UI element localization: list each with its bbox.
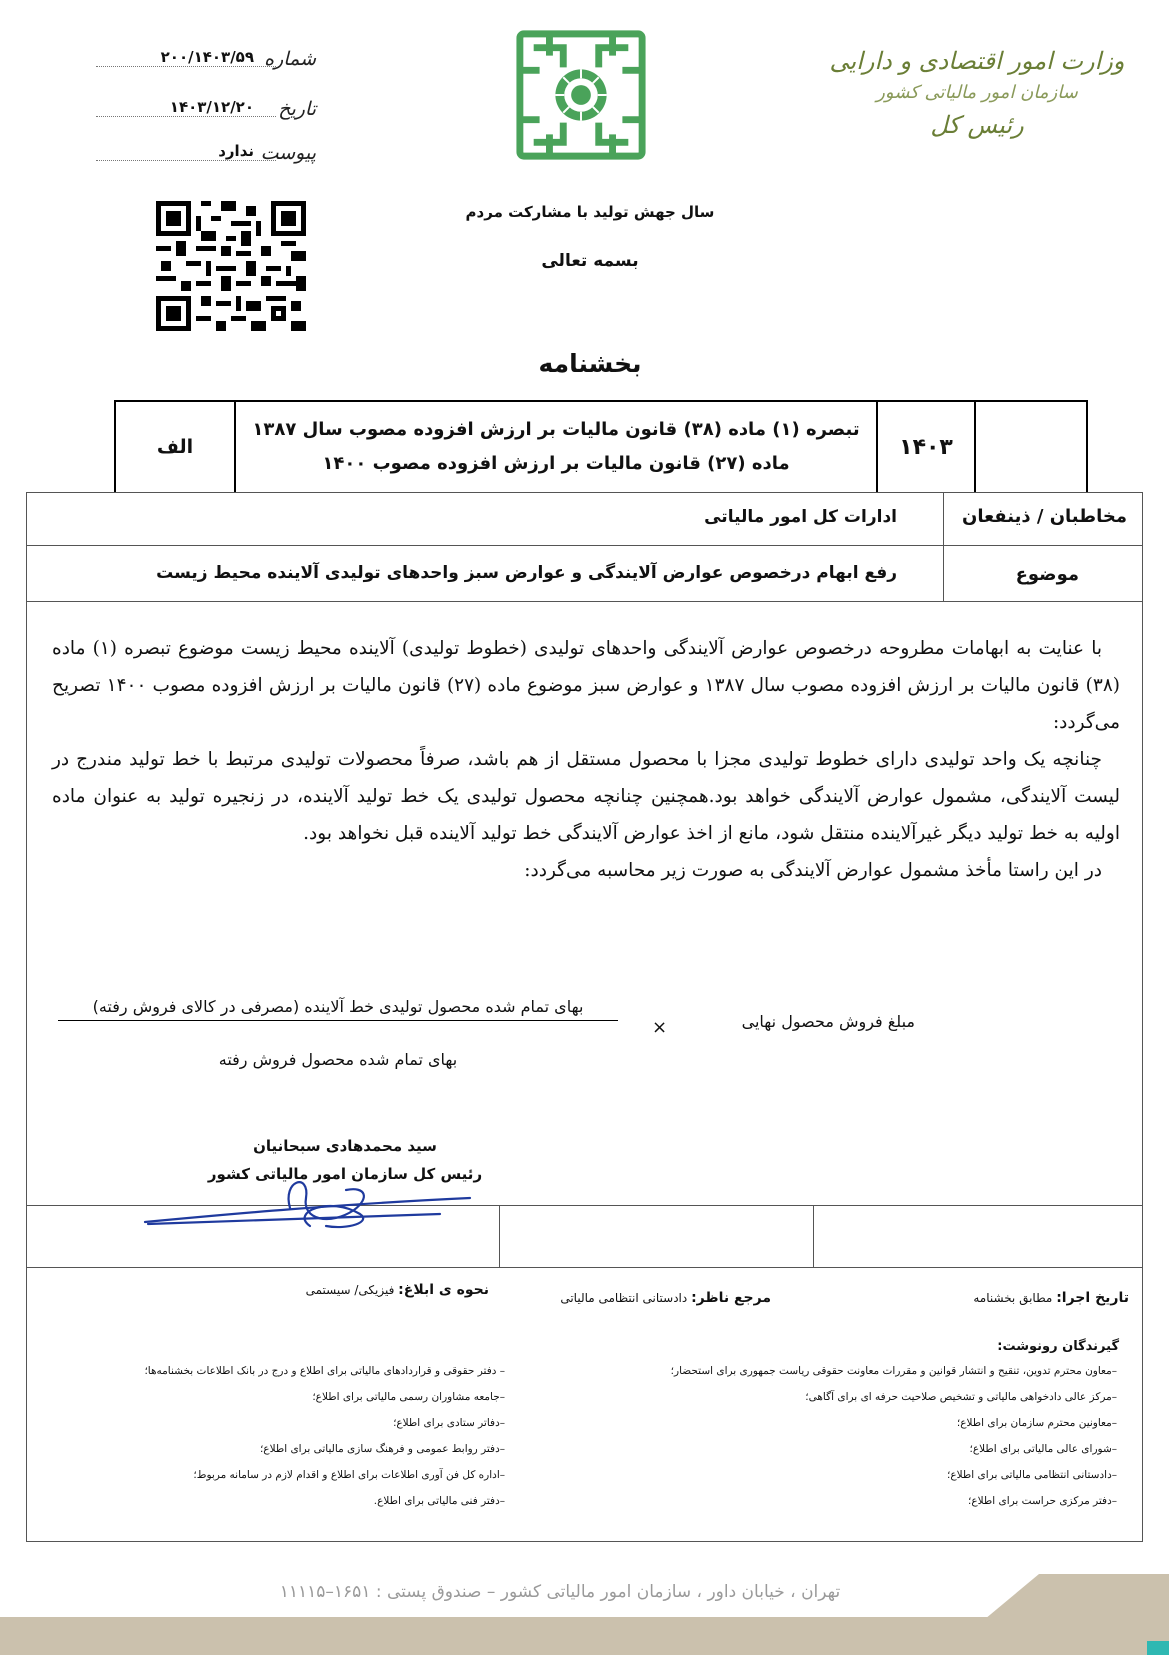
list-item: –دادستانی انتظامی مالیاتی برای اطلاع؛	[947, 1469, 1117, 1481]
date-value: ۱۴۰۳/۱۲/۲۰	[96, 98, 276, 117]
subject-label: موضوع	[1015, 564, 1079, 585]
list-item: –دفتر فنی مالیاتی برای اطلاع.	[373, 1495, 505, 1507]
body-paragraph-2: چنانچه یک واحد تولیدی دارای خطوط تولیدی مجزا با محصول مستقل از هم باشد، صرفاً محصولات تولیدی مرتبط با خط تولید مندرج در لیست آلایندگی، مشمول عوارض آلایندگی خواهد بود.همچنین چنانچه محصول تولیدی یک خط تولید آلاینده، در زنجیره تولید به عنوان ماده اولیه به خط تولید دیگر غیرآلاینده منتقل شود، مانع از اخذ عوارض آلایندگی خط تولید آلاینده قبل نخواهد بود.	[52, 749, 1120, 844]
cc-list-left	[35, 1358, 505, 1514]
divider	[27, 1267, 1142, 1268]
reference-line-1: تبصره (۱) ماده (۳۸) قانون مالیات بر ارزش افزوده مصوب سال ۱۳۸۷	[252, 419, 860, 440]
list-item: –مرکز عالی دادخواهی مالیاتی و تشخیص صلاحیت حرفه ای برای آگاهی؛	[805, 1391, 1117, 1403]
signer-title: رئیس کل سازمان امور مالیاتی کشور	[207, 1165, 483, 1183]
addressees-label: مخاطبان / ذینفعان	[962, 506, 1127, 527]
execution-date	[973, 1290, 1129, 1306]
cc-list-right	[557, 1358, 1117, 1514]
list-item: –اداره کل فن آوری اطلاعات برای اطلاع و اقدام لازم در سامانه مربوط؛	[193, 1469, 505, 1481]
document-type-title: بخشنامه	[538, 349, 642, 378]
supervising-authority-value: دادستانی انتظامی مالیاتی	[560, 1291, 688, 1305]
classification-table	[114, 400, 1088, 492]
divider	[499, 1205, 500, 1267]
classification-letter: الف	[156, 436, 194, 458]
execution-date-value: مطابق بخشنامه	[973, 1291, 1053, 1305]
classification-references	[234, 402, 876, 492]
supervising-authority-label: مرجع ناظر:	[691, 1290, 771, 1306]
attachment-label: پیوست	[260, 142, 316, 164]
number-value: ۲۰۰/۱۴۰۳/۵۹	[96, 48, 276, 67]
list-item: –دفتر روابط عمومی و فرهنگ سازی مالیاتی برای اطلاع؛	[259, 1443, 505, 1455]
list-item: –شورای عالی مالیاتی برای اطلاع؛	[969, 1443, 1117, 1455]
cc-title: گیرندگان رونوشت:	[997, 1339, 1119, 1354]
year-slogan: سال جهش تولید با مشارکت مردم	[465, 203, 715, 221]
signer-name: سید محمدهادی سبحانیان	[253, 1137, 437, 1155]
list-item: –دفتر مرکزی حراست برای اطلاع؛	[968, 1495, 1117, 1507]
divider	[813, 1205, 814, 1267]
formula-final-sale: مبلغ فروش محصول نهایی	[741, 1012, 915, 1031]
qr-code	[156, 201, 306, 331]
body-paragraph-1: با عنایت به ابهامات مطروحه درخصوص عوارض آلایندگی واحدهای تولیدی (خطوط تولیدی) آلاینده محیط زیست موضوع تبصره (۱) ماده (۳۸) قانون مالیات بر ارزش افزوده مصوب سال ۱۳۸۷ و عوارض سبز موضوع ماده (۲۷) قانون مالیات بر ارزش افزوده مصوب ۱۴۰۰ تصریح می‌گردد:	[52, 638, 1120, 733]
number-label: شماره	[264, 48, 316, 70]
multiply-sign: ×	[652, 1017, 668, 1038]
list-item: –معاونین محترم سازمان برای اطلاع؛	[956, 1417, 1117, 1429]
letter-number-row	[96, 48, 316, 78]
signature-image	[140, 1168, 490, 1232]
reference-line-2: ماده (۲۷) قانون مالیات بر ارزش افزوده مصوب ۱۴۰۰	[322, 453, 790, 474]
divider	[943, 493, 944, 601]
formula-denominator: بهای تمام شده محصول فروش رفته	[218, 1050, 458, 1069]
footer-address: تهران ، خیابان داور ، سازمان امور مالیاتی کشور – صندوق پستی : ۱۶۵۱–۱۱۱۱۵	[279, 1582, 841, 1602]
classification-year: ۱۴۰۳	[876, 402, 974, 492]
list-item: – دفتر حقوقی و قراردادهای مالیاتی برای اطلاع و درج در بانک اطلاعات بخشنامه‌ها؛	[144, 1365, 505, 1377]
attachment-row	[96, 142, 316, 172]
date-label: تاریخ	[278, 98, 316, 120]
formula-numerator: بهای تمام شده محصول تولیدی خط آلاینده (مصرفی در کالای فروش رفته)	[58, 997, 618, 1021]
supervising-authority	[560, 1290, 771, 1306]
list-item: –معاون محترم تدوین، تنقیح و انتشار قوانین و مقررات معاونت حقوقی ریاست جمهوری برای استحضار؛	[670, 1365, 1117, 1377]
delivery-method-label: نحوه ی ابلاغ:	[398, 1282, 489, 1298]
list-item: –جامعه مشاوران رسمی مالیاتی برای اطلاع؛	[312, 1391, 505, 1403]
office-title: رئیس کل	[930, 111, 1024, 139]
list-item: –دفاتر ستادی برای اطلاع؛	[393, 1417, 505, 1429]
execution-date-label: تاریخ اجرا:	[1056, 1290, 1129, 1306]
divider	[27, 545, 1142, 546]
body-paragraph-3: در این راستا مأخذ مشمول عوارض آلایندگی به صورت زیر محاسبه می‌گردد:	[524, 860, 1102, 881]
delivery-method-value: فیزیکی/ سیستمی	[305, 1283, 395, 1297]
letter-date-row	[96, 98, 316, 128]
divider	[27, 601, 1142, 602]
addressees-value: ادارات کل امور مالیاتی	[704, 507, 897, 527]
basmala: بسمه تعالی	[541, 251, 639, 271]
emblem-logo	[512, 26, 650, 164]
footer-bar	[0, 1617, 1169, 1655]
organization-name: سازمان امور مالیاتی کشور	[876, 82, 1078, 103]
attachment-value: ندارد	[96, 142, 276, 161]
ministry-header	[827, 44, 1127, 142]
circular-body	[52, 630, 1120, 889]
delivery-method	[306, 1282, 489, 1298]
ministry-name: وزارت امور اقتصادی و دارایی	[829, 47, 1125, 75]
classification-empty-cell	[974, 402, 1086, 492]
footer-accent	[1147, 1641, 1169, 1655]
subject-value: رفع ابهام درخصوص عوارض آلایندگی و عوارض سبز واحدهای تولیدی آلاینده محیط زیست	[156, 563, 897, 583]
